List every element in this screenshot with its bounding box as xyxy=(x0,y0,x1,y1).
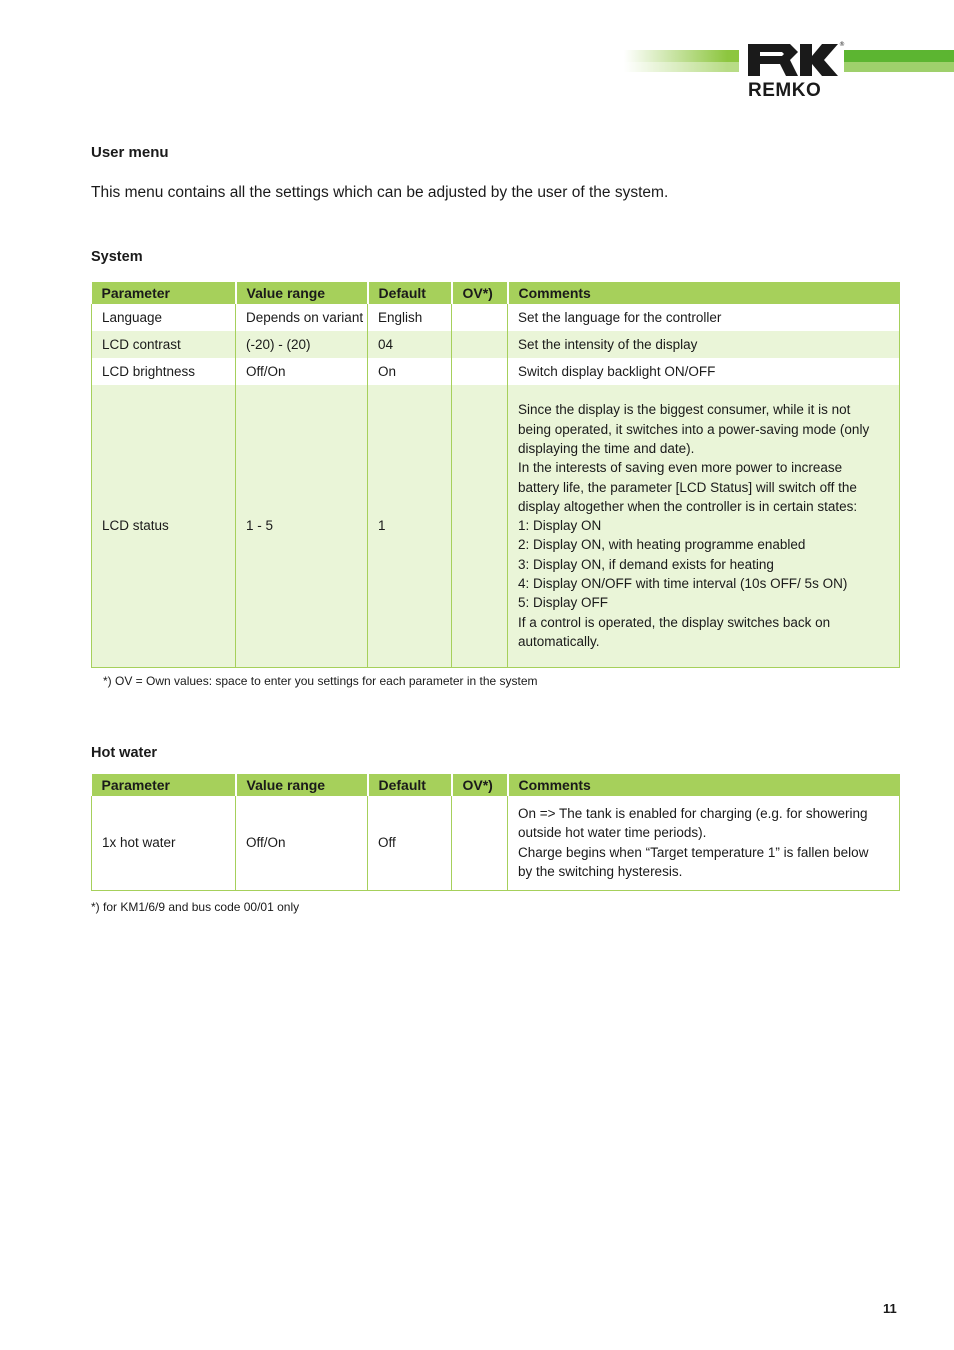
cell-default: On xyxy=(368,358,452,385)
table-row xyxy=(92,796,900,890)
table-row xyxy=(92,331,900,358)
cell-comments xyxy=(508,796,900,890)
svg-text:®: ® xyxy=(839,41,845,48)
header-value-range: Value range xyxy=(236,774,368,796)
header-parameter: Parameter xyxy=(92,282,236,304)
header-stripe-light xyxy=(624,62,739,72)
comment-line: 5: Display OFF xyxy=(518,595,609,611)
header-comments: Comments xyxy=(508,282,900,304)
header-ov: OV*) xyxy=(452,282,508,304)
comment-line: If a control is operated, the display switches back on xyxy=(518,614,831,630)
hot-water-table xyxy=(91,774,900,891)
comment-line: battery life, the parameter [LCD Status] will switch off the xyxy=(518,479,857,495)
cell-ov xyxy=(452,358,508,385)
header-value-range: Value range xyxy=(236,282,368,304)
comment-line: Charge begins when “Target temperature 1” is fallen below xyxy=(518,844,869,860)
header-stripe-right-light xyxy=(840,62,954,72)
comment-line: 4: Display ON/OFF with time interval (10s OFF/ 5s ON) xyxy=(518,575,848,591)
table-header-row xyxy=(92,282,900,304)
table-row xyxy=(92,304,900,331)
comment-line: On => The tank is enabled for charging (e.g. for showering xyxy=(518,806,868,822)
comment-line: 2: Display ON, with heating programme enabled xyxy=(518,537,806,553)
system-title: System xyxy=(91,249,143,265)
header-stripe-right-dark xyxy=(840,50,954,62)
cell-default: 04 xyxy=(368,331,452,358)
comment-line: by the switching hysteresis. xyxy=(518,864,683,880)
table-row xyxy=(92,385,900,667)
table-row xyxy=(92,358,900,385)
cell-ov xyxy=(452,331,508,358)
cell-comments xyxy=(508,385,900,667)
cell-default: Off xyxy=(368,796,452,890)
cell-default: English xyxy=(368,304,452,331)
cell-value-range: Off/On xyxy=(236,358,368,385)
cell-ov xyxy=(452,796,508,890)
header-default: Default xyxy=(368,282,452,304)
brand-name: REMKO xyxy=(748,80,822,101)
intro-paragraph: This menu contains all the settings which can be adjusted by the user of the system. xyxy=(91,184,669,201)
cell-value-range: (-20) - (20) xyxy=(236,331,368,358)
system-footnote: *) OV = Own values: space to enter you settings for each parameter in the system xyxy=(103,674,538,688)
cell-parameter: LCD brightness xyxy=(92,358,236,385)
comment-line: 3: Display ON, if demand exists for heating xyxy=(518,556,774,572)
comment-line: displaying the time and date). xyxy=(518,440,695,456)
hot-water-footnote: *) for KM1/6/9 and bus code 00/01 only xyxy=(91,900,300,914)
cell-parameter: 1x hot water xyxy=(92,796,236,890)
cell-parameter: LCD status xyxy=(92,385,236,667)
cell-comments: Switch display backlight ON/OFF xyxy=(508,358,900,385)
cell-comments: Set the language for the controller xyxy=(508,304,900,331)
header-stripe-dark xyxy=(624,50,739,62)
cell-value-range: Off/On xyxy=(236,796,368,890)
cell-parameter: Language xyxy=(92,304,236,331)
header-ov: OV*) xyxy=(452,774,508,796)
table-header-row xyxy=(92,774,900,796)
cell-comments: Set the intensity of the display xyxy=(508,331,900,358)
header-default: Default xyxy=(368,774,452,796)
cell-parameter: LCD contrast xyxy=(92,331,236,358)
hot-water-title: Hot water xyxy=(91,745,158,761)
comment-line: being operated, it switches into a power-saving mode (only xyxy=(518,421,870,437)
cell-ov xyxy=(452,304,508,331)
cell-value-range: 1 - 5 xyxy=(236,385,368,667)
section-title: User menu xyxy=(91,144,169,161)
system-table xyxy=(91,282,900,668)
cell-default: 1 xyxy=(368,385,452,667)
header-parameter: Parameter xyxy=(92,774,236,796)
comment-line: display altogether when the controller is in certain states: xyxy=(518,498,858,514)
comment-line: Since the display is the biggest consumer, while it is not xyxy=(518,402,851,418)
page-number: 11 xyxy=(883,1301,897,1316)
header-comments: Comments xyxy=(508,774,900,796)
cell-ov xyxy=(452,385,508,667)
comment-line: outside hot water time periods). xyxy=(518,825,707,841)
comment-line: 1: Display ON xyxy=(518,518,602,534)
cell-value-range: Depends on variant xyxy=(236,304,368,331)
comment-line: In the interests of saving even more power to increase xyxy=(518,460,843,476)
comment-line: automatically. xyxy=(518,633,600,649)
